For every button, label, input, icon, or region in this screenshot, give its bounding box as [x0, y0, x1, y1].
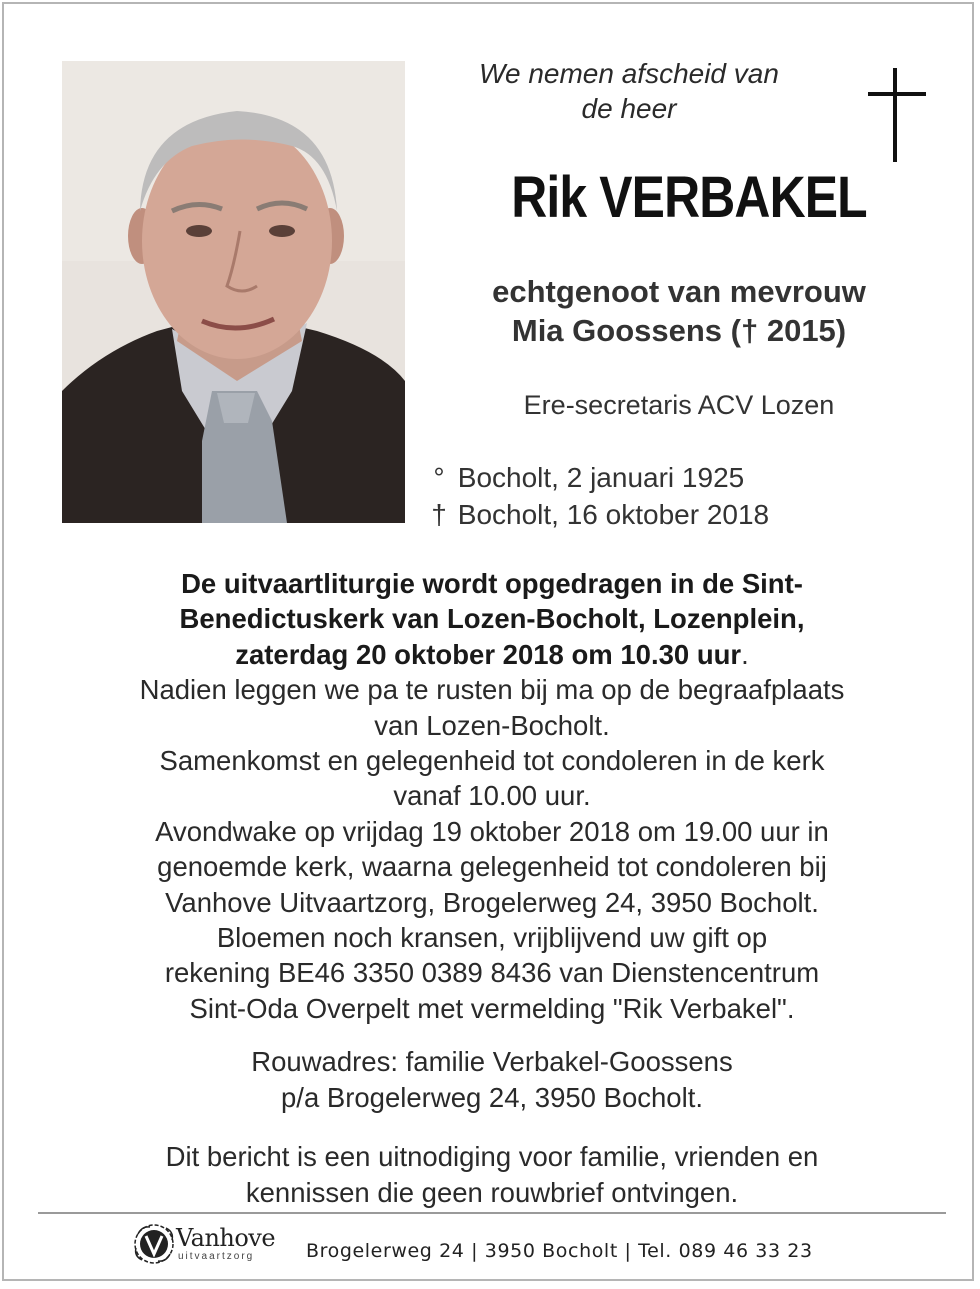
announcement-line: genoemde kerk, waarna gelegenheid tot condoleren bij	[157, 851, 827, 883]
announcement-line: Bloemen noch kransen, vrijblijvend uw gift op	[216, 922, 768, 954]
footer-divider	[38, 1212, 946, 1214]
obituary-card	[2, 2, 974, 1281]
invitation-note	[54, 1139, 930, 1211]
death-date: Bocholt, 16 oktober 2018	[457, 499, 770, 530]
announcement-line: vanaf 10.00 uur.	[393, 780, 591, 812]
mourning-address-line-2: p/a Brogelerweg 24, 3950 Bocholt.	[281, 1082, 703, 1113]
announcement-bold-2: Benedictuskerk van Lozen-Bocholt, Lozenplein,	[179, 603, 805, 635]
spouse-line-1: echtgenoot van mevrouw	[492, 274, 866, 309]
announcement-line: Samenkomst en gelegenheid tot condoleren in de kerk	[159, 745, 825, 777]
invitation-line-2: kennissen die geen rouwbrief ontvingen.	[245, 1177, 739, 1208]
death-date-row	[428, 496, 769, 533]
intro-line-2: de heer	[581, 93, 677, 124]
death-symbol: †	[431, 499, 447, 530]
announcement-bold-3-row	[54, 637, 930, 672]
birth-date-row	[428, 459, 769, 496]
announcement-line: Sint-Oda Overpelt met vermelding "Rik Verbakel".	[189, 992, 795, 1024]
announcement-line: Avondwake op vrijdag 19 oktober 2018 om 19.00 uur in	[155, 815, 829, 847]
deceased-name: Rik VERBAKEL	[511, 165, 867, 230]
mourning-address	[54, 1044, 930, 1116]
life-dates	[428, 459, 769, 533]
announcement-line: rekening BE46 3350 0389 8436 van Dienstencentrum	[164, 957, 820, 989]
logo-subtitle: uitvaartzorg	[178, 1251, 255, 1262]
funeral-announcement	[54, 566, 930, 1026]
intro-line-1: We nemen afscheid van	[479, 58, 779, 89]
intro-text	[434, 56, 824, 126]
announcement-bold-3: zaterdag 20 oktober 2018 om 10.30 uur	[235, 638, 742, 670]
announcement-bold-1: De uitvaartliturgie wordt opgedragen in de Sint-	[181, 568, 803, 599]
spouse-info	[434, 272, 924, 350]
announcement-line: van Lozen-Bocholt.	[374, 709, 610, 741]
vanhove-logo	[132, 1220, 294, 1268]
honorary-title: Ere-secretaris ACV Lozen	[523, 390, 835, 420]
announcement-line: Nadien leggen we pa te rusten bij ma op de begraafplaats	[139, 674, 845, 706]
mourning-address-line-1: Rouwadres: familie Verbakel-Goossens	[251, 1046, 733, 1077]
birth-date: Bocholt, 2 januari 1925	[457, 462, 745, 493]
birth-symbol: °	[433, 462, 445, 493]
announcement-line: Vanhove Uitvaartzorg, Brogelerweg 24, 3950 Bocholt.	[165, 886, 819, 918]
portrait-photo	[62, 61, 405, 523]
cross-icon	[868, 68, 926, 162]
invitation-line-1: Dit bericht is een uitnodiging voor familie, vrienden en	[165, 1141, 819, 1172]
logo-name: Vanhove	[176, 1224, 276, 1252]
vanhove-emblem-icon	[132, 1222, 176, 1266]
portrait-illustration	[62, 61, 405, 523]
announcement-bold-3-suffix: .	[741, 638, 749, 670]
spouse-line-2: Mia Goossens († 2015)	[511, 313, 847, 348]
footer-contact: Brogelerweg 24 | 3950 Bocholt | Tel. 089 46 33 23	[306, 1240, 813, 1262]
